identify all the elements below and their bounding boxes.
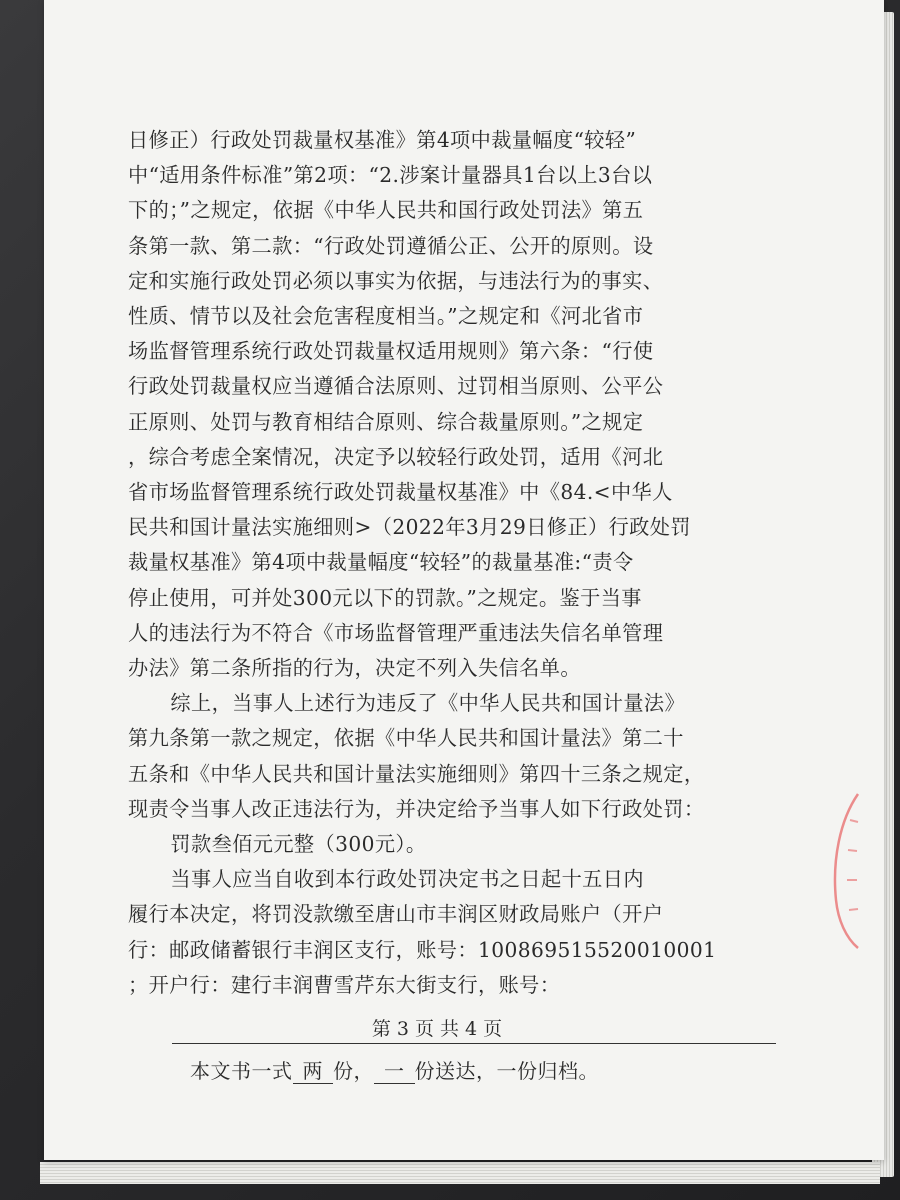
body-line: 中“适用条件标准”第2项：“2.涉案计量器具1台以上3台以 xyxy=(128,163,653,188)
body-line: 正原则、处罚与教育相结合原则、综合裁量原则。”之规定 xyxy=(128,409,644,434)
footer-divider xyxy=(172,1043,776,1044)
body-line: 性质、情节以及社会危害程度相当。”之规定和《河北省市 xyxy=(128,304,644,329)
copies-total: 两 xyxy=(293,1059,334,1084)
copies-note xyxy=(190,1055,599,1084)
body-line: 省市场监督管理系统行政处罚裁量权基准》中《84.<中华人 xyxy=(128,480,673,505)
body-line: 办法》第二条所指的行为，决定不列入失信名单。 xyxy=(128,656,581,681)
summary-line: 现责令当事人改正违法行为，并决定给予当事人如下行政处罚： xyxy=(128,796,705,821)
payment-line: 行：邮政储蓄银行丰润区支行，账号：100869515520010001 xyxy=(128,937,717,962)
summary-line: 综上，当事人上述行为违反了《中华人民共和国计量法》 xyxy=(170,691,686,716)
copies-suffix: 份送达，一份归档。 xyxy=(414,1059,599,1083)
paper-stack-bottom xyxy=(40,1162,880,1184)
payment-line: 履行本决定，将罚没款缴至唐山市丰润区财政局账户（开户 xyxy=(128,902,664,927)
summary-line: 第九条第一款之规定，依据《中华人民共和国计量法》第二十 xyxy=(128,726,684,751)
body-line: ，综合考虑全案情况，决定予以较轻行政处罚，适用《河北 xyxy=(128,444,664,469)
body-line: 人的违法行为不符合《市场监督管理严重违法失信名单管理 xyxy=(128,620,664,645)
copies-served: 一 xyxy=(374,1059,415,1084)
body-line: 停止使用，可并处300元以下的罚款。”之规定。鉴于当事 xyxy=(128,585,642,610)
red-seal-partial xyxy=(810,790,870,950)
copies-mid: 份， xyxy=(333,1059,374,1083)
body-line: 裁量权基准》第4项中裁量幅度“较轻”的裁量基准:“责令 xyxy=(128,550,634,575)
copies-prefix: 本文书一式 xyxy=(190,1059,293,1083)
summary-line: 五条和《中华人民共和国计量法实施细则》第四十三条之规定， xyxy=(128,761,705,786)
body-line: 下的；”之规定，依据《中华人民共和国行政处罚法》第五 xyxy=(128,198,644,223)
penalty-line: 罚款叁佰元元整（300元）。 xyxy=(170,832,427,857)
body-line: 日修正）行政处罚裁量权基准》第4项中裁量幅度“较轻” xyxy=(128,128,637,152)
payment-line: ；开户行：建行丰润曹雪芹东大街支行，账号： xyxy=(128,972,561,997)
body-line: 行政处罚裁量权应当遵循合法原则、过罚相当原则、公平公 xyxy=(128,374,664,399)
payment-line: 当事人应当自收到本行政处罚决定书之日起十五日内 xyxy=(170,867,644,892)
body-line: 定和实施行政处罚必须以事实为依据，与违法行为的事实、 xyxy=(128,268,664,293)
page-number: 第 3 页 共 4 页 xyxy=(371,1018,503,1040)
body-line: 民共和国计量法实施细则>（2022年3月29日修正）行政处罚 xyxy=(128,515,691,540)
body-line: 条第一款、第二款：“行政处罚遵循公正、公开的原则。设 xyxy=(128,233,654,258)
document-body xyxy=(128,123,746,1003)
body-line: 场监督管理系统行政处罚裁量权适用规则》第六条：“行使 xyxy=(128,339,654,364)
